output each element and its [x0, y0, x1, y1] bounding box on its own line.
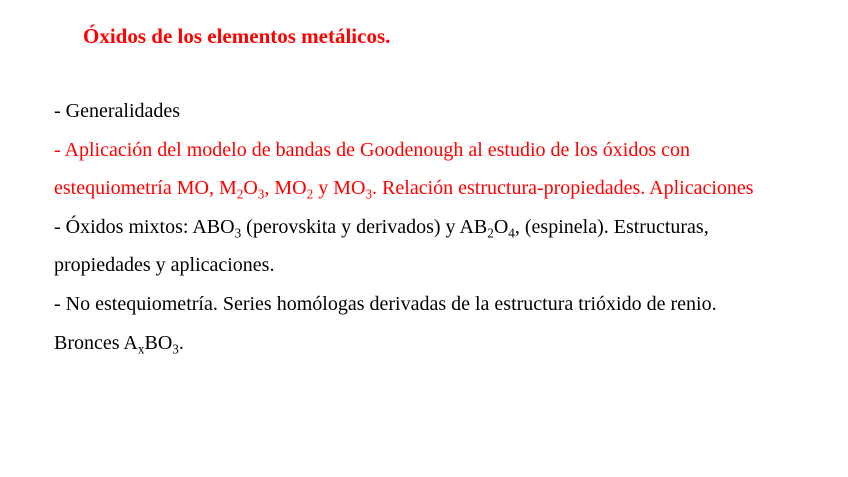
bullet-item-1-line-1: - Generalidades: [54, 100, 181, 122]
bullet-item-2-line-2: estequiometría MO, $M_2O_3$, $MO_2$ y $MO_3$. Relación estructura-propiedades. Aplicaciones: [54, 177, 754, 202]
subscript: 4: [508, 225, 515, 241]
bullet-item-3-line-2: propiedades y aplicaciones.: [54, 254, 275, 277]
subscript: 3: [172, 340, 179, 356]
subscript: 3: [257, 186, 265, 202]
bullet-item-4-line-1: - No estequiometría. Series homólogas derivadas de la estructura trióxido de renio.: [54, 292, 717, 315]
bullet-item-2-line-1: - Aplicación del modelo de bandas de Goodenough al estudio de los óxidos con: [54, 138, 690, 161]
subscript: x: [137, 340, 145, 356]
slide-body: [54, 92, 834, 362]
subscript: 2: [236, 186, 244, 202]
bullet-item-4-line-2: Bronces $A_xBO_3$.: [54, 331, 184, 356]
subscript: 3: [234, 225, 242, 241]
subscript: 2: [306, 186, 314, 202]
subscript: 2: [487, 225, 494, 241]
bullet-item-3-line-1: - Óxidos mixtos: $ABO_3$ (perovskita y derivados) y $AB_2O_4$, (espinela). Estructuras,: [54, 215, 709, 241]
slide-title: Óxidos de los elementos metálicos.: [83, 24, 391, 48]
subscript: 3: [365, 186, 373, 202]
